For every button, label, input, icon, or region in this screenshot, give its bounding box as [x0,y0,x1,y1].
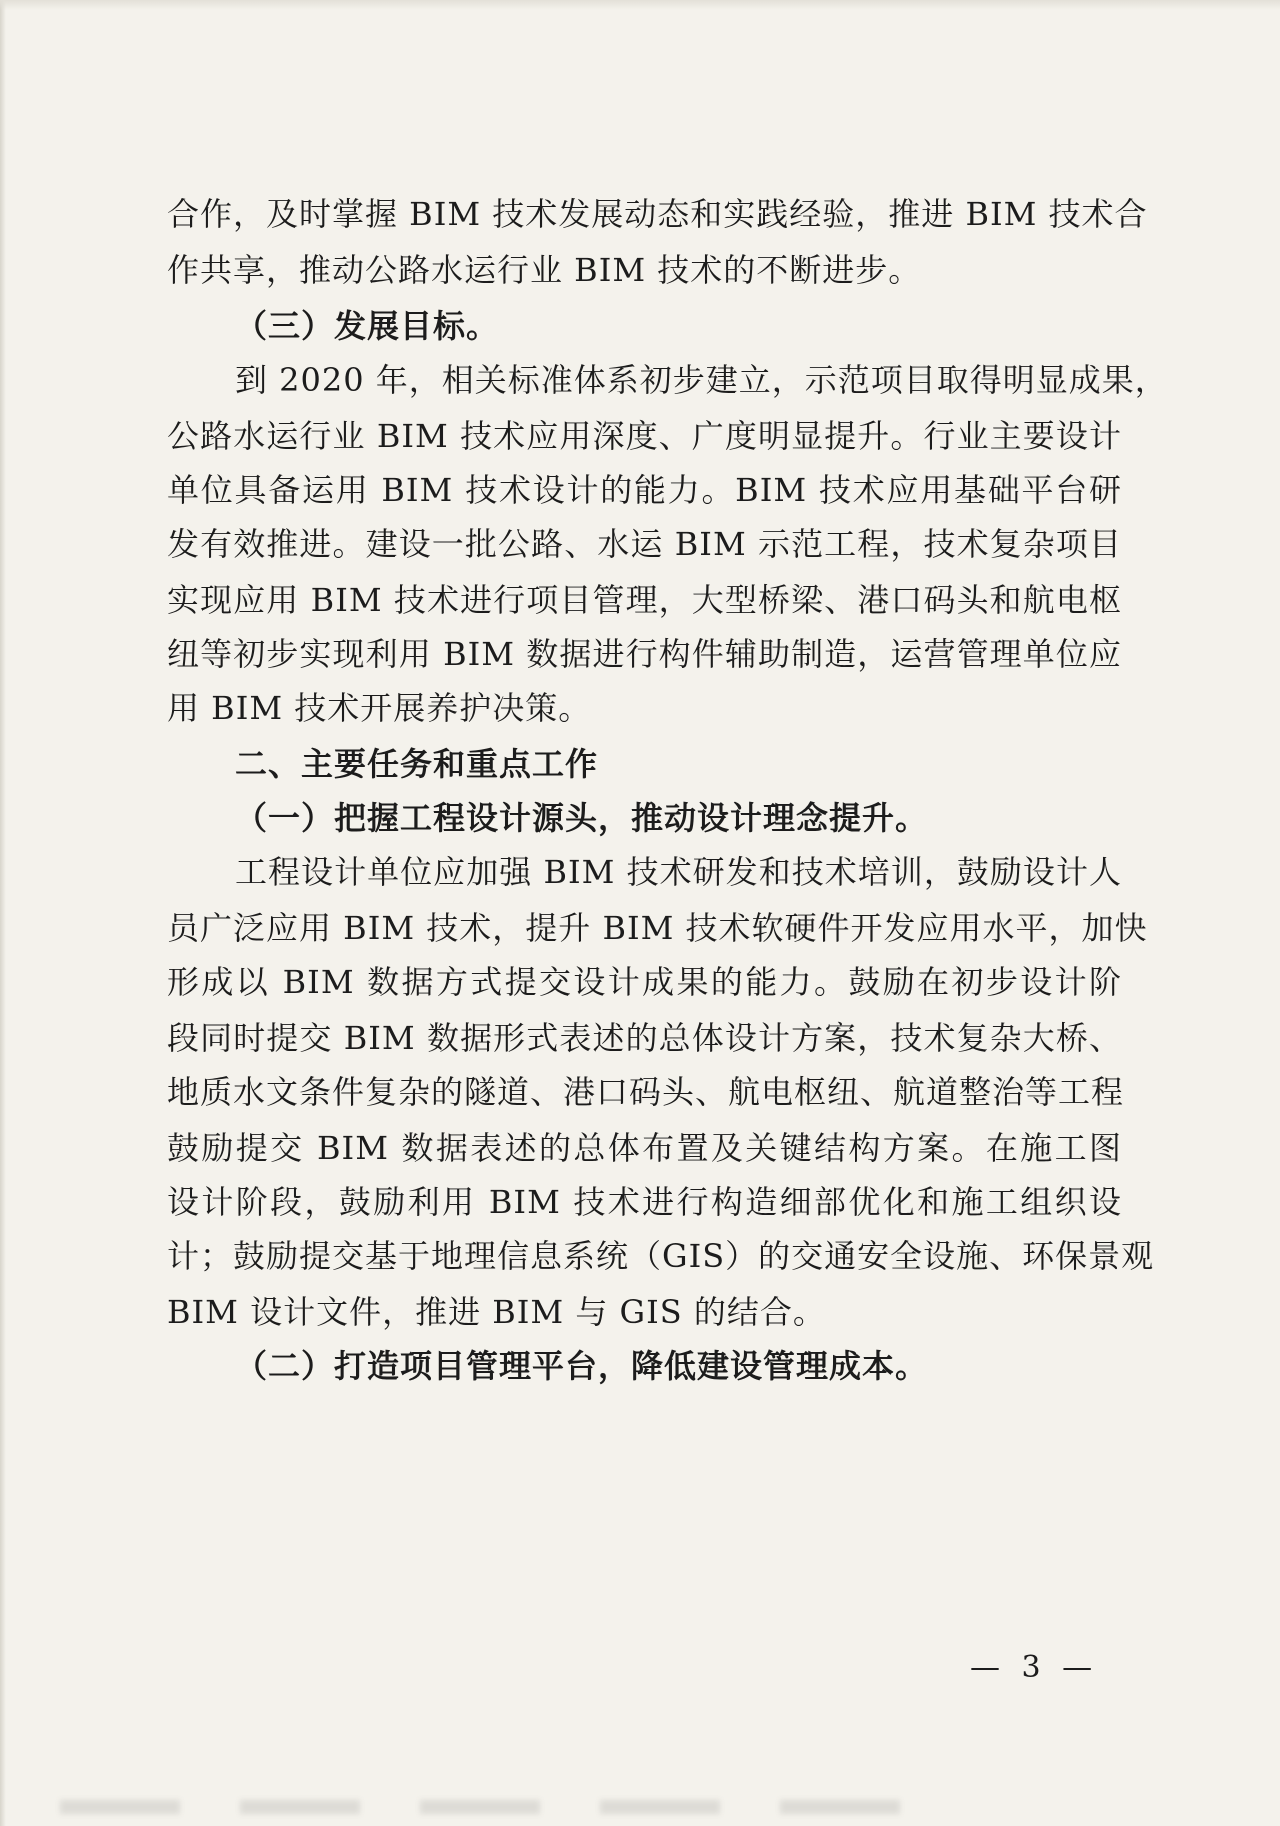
body-line: 纽等初步实现利用 BIM 数据进行构件辅助制造，运营管理单位应 [167,635,1122,673]
body-line: 设计阶段，鼓励利用 BIM 技术进行构造细部优化和施工组织设 [167,1183,1122,1221]
subsection-heading-goals: （三）发展目标。 [235,307,500,345]
page-number: — 3 — [970,1650,1099,1685]
body-line: 地质水文条件复杂的隧道、港口码头、航电枢纽、航道整治等工程 [167,1073,1125,1111]
body-line: BIM 设计文件，推进 BIM 与 GIS 的结合。 [167,1293,826,1331]
body-line: 工程设计单位应加强 BIM 技术研发和技术培训，鼓励设计人 [235,853,1122,891]
body-line: 到 2020 年，相关标准体系初步建立，示范项目取得明显成果， [235,361,1168,399]
body-line: 合作，及时掌握 BIM 技术发展动态和实践经验，推进 BIM 技术合 [167,195,1148,233]
body-line: 实现应用 BIM 技术进行项目管理，大型桥梁、港口码头和航电枢 [167,581,1122,619]
subsection-heading-management: （二）打造项目管理平台，降低建设管理成本。 [235,1347,929,1385]
subsection-heading-design: （一）把握工程设计源头，推动设计理念提升。 [235,799,929,837]
body-line: 计；鼓励提交基于地理信息系统（GIS）的交通安全设施、环保景观 [167,1237,1155,1275]
body-line: 公路水运行业 BIM 技术应用深度、广度明显提升。行业主要设计 [167,417,1122,455]
scan-artifact [60,1800,960,1814]
section-heading-main-tasks: 二、主要任务和重点工作 [235,745,599,783]
body-line: 员广泛应用 BIM 技术，提升 BIM 技术软硬件开发应用水平，加快 [167,909,1148,947]
scan-edge-shadow [0,0,6,1826]
body-line: 用 BIM 技术开展养护决策。 [167,689,592,727]
body-line: 形成以 BIM 数据方式提交设计成果的能力。鼓励在初步设计阶 [167,963,1122,1001]
body-line: 单位具备运用 BIM 技术设计的能力。BIM 技术应用基础平台研 [167,471,1122,509]
scan-top-shadow [0,0,1280,10]
body-line: 作共享，推动公路水运行业 BIM 技术的不断进步。 [167,251,922,289]
body-line: 发有效推进。建设一批公路、水运 BIM 示范工程，技术复杂项目 [167,525,1122,563]
body-line: 段同时提交 BIM 数据形式表述的总体设计方案，技术复杂大桥、 [167,1019,1122,1057]
body-line: 鼓励提交 BIM 数据表述的总体布置及关键结构方案。在施工图 [167,1129,1122,1167]
